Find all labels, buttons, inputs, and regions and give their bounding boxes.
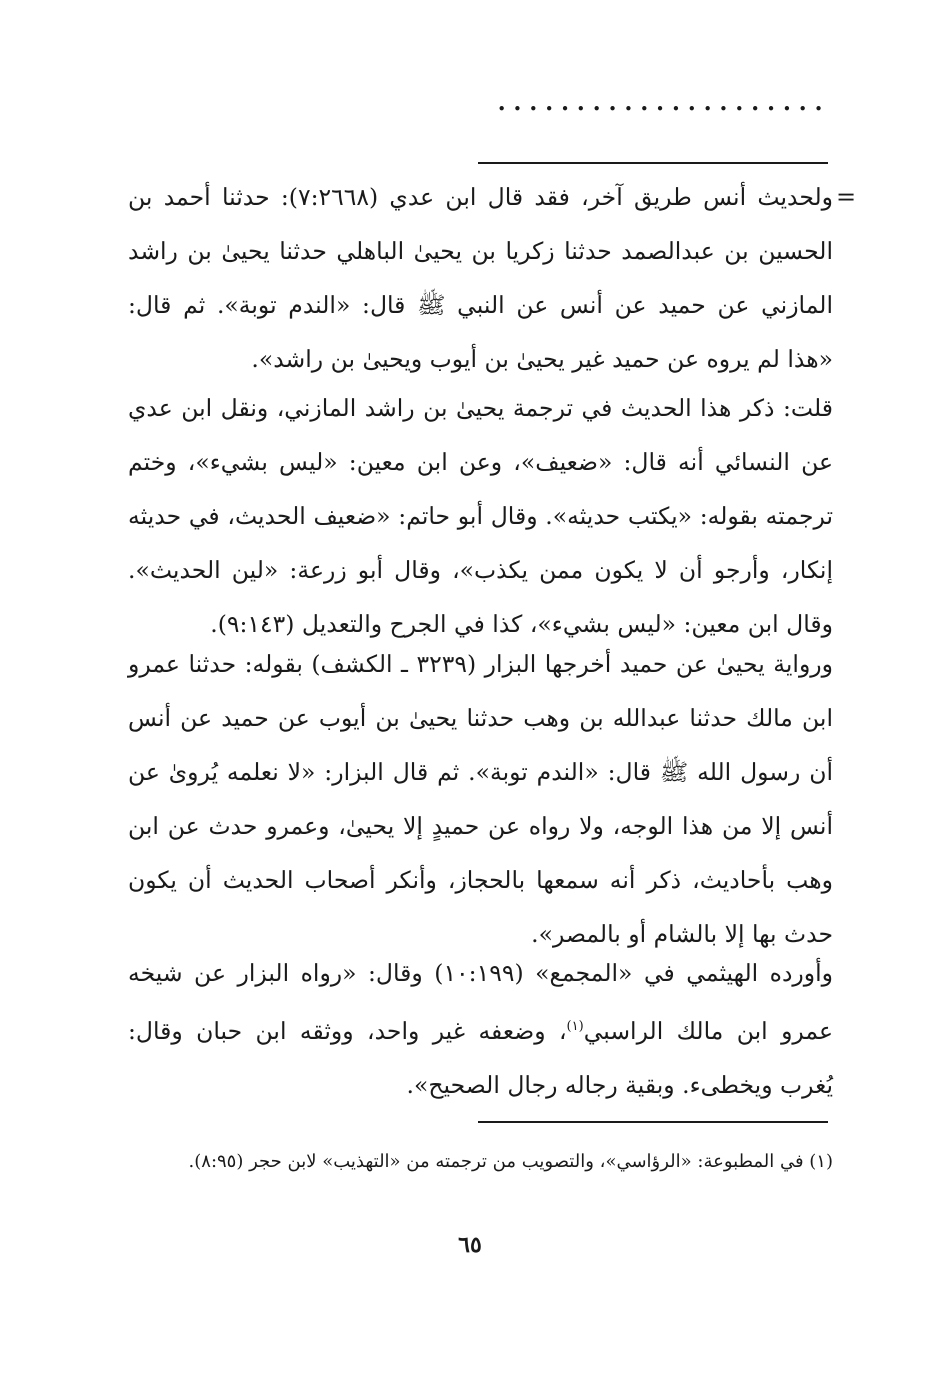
paragraph-2-text: قلت: ذكر هذا الحديث في ترجمة يحيىٰ بن راشد المازني، ونقل ابن عدي عن النسائي أنه قال: «ضعيف»، وعن ابن معين: «ليس بشيء»، وختم ترجمته بقوله: «يكتب حديثه». وقال أبو حاتم: «ضعيف الحديث، في حديثه إنكار، وأرجو أن لا يكون ممن يكذب»، وقال أبو زرعة: «لين الحديث». وقال ابن معين: «ليس بشيء»، كذا في الجرح والتعديل (٩:١٤٣). [128, 394, 833, 638]
paragraph-2 [128, 381, 833, 651]
paragraph-1-text: ولحديث أنس طريق آخر، فقد قال ابن عدي (٧:٢٦٦٨): حدثنا أحمد بن الحسين بن عبدالصمد حدثنا زكريا بن يحيىٰ الباهلي حدثنا يحيىٰ بن راشد المازني عن حميد عن أنس عن النبي ﷺ قال: «الندم توبة». ثم قال: «هذا لم يروه عن حميد غير يحيىٰ بن أيوب ويحيىٰ بن راشد». [128, 183, 833, 373]
paragraph-3-text: ورواية يحيىٰ عن حميد أخرجها البزار (٣٢٣٩ ـ الكشف) بقوله: حدثنا عمرو ابن مالك حدثنا عبدالله بن وهب حدثنا يحيىٰ بن أيوب عن حميد عن أنس أن رسول الله ﷺ قال: «الندم توبة». ثم قال البزار: «لا نعلمه يُروىٰ عن أنس إلا من هذا الوجه، ولا رواه عن حميدٍ إلا يحيىٰ، وعمرو حدث عن ابن وهب بأحاديث، ذكر أنه سمعها بالحجاز، وأنكر أصحاب الحديث أن يكون حدث بها إلا بالشام أو بالمصر». [128, 650, 833, 948]
paragraph-3 [128, 637, 833, 961]
top-divider [478, 162, 828, 164]
footnote-reference[interactable]: (١) [566, 1019, 584, 1034]
paragraph-4 [128, 946, 833, 1112]
paragraph-4-rest: ، وضعفه غير واحد، ووثقه ابن حبان وقال: يُغرب ويخطىء. وبقية رجاله رجال الصحيح». [128, 1016, 833, 1099]
footnote-divider [478, 1121, 828, 1123]
paragraph-1 [128, 170, 833, 386]
continuation-mark: = [836, 183, 857, 211]
paragraph-4-text: وأورده الهيثمي في «المجمع» (١٠:١٩٩) وقال: «رواه البزار عن شيخه عمرو ابن مالك الراسبي [128, 959, 833, 1045]
header-ornament-dots: ••••••••••••••••••••• [497, 100, 830, 118]
page-number: ٦٥ [458, 1232, 482, 1258]
footnote: (١) في المطبوعة: «الرؤاسي»، والتصويب من ترجمته من «التهذيب» لابن حجر (٨:٩٥). [188, 1151, 833, 1172]
